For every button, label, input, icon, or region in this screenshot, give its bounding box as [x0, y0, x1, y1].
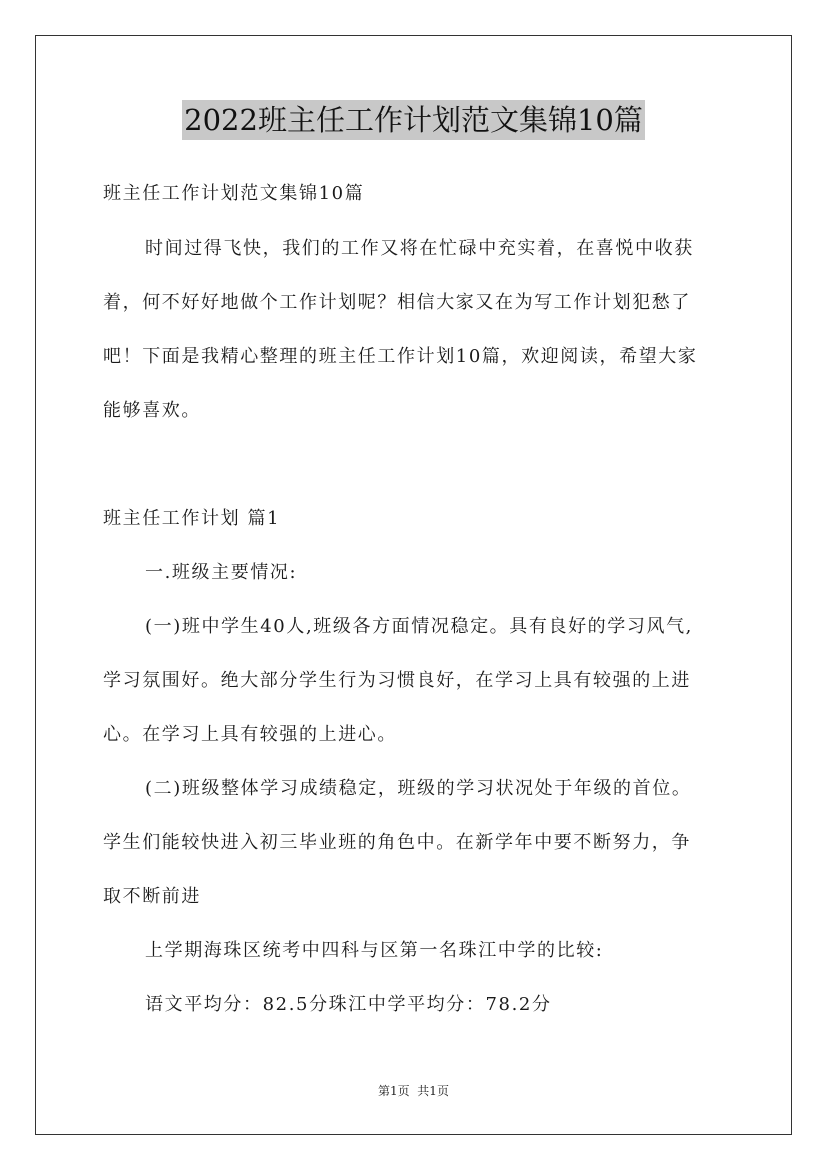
comparison-line: 上学期海珠区统考中四科与区第一名珠江中学的比较:	[145, 940, 604, 961]
para2-line-2: 学生们能较快进入初三毕业班的角色中。在新学年中要不断努力，争	[103, 832, 691, 853]
para1-line-3: 心。在学习上具有较强的上进心。	[103, 724, 397, 745]
section-heading: 班主任工作计划 篇1	[103, 508, 281, 529]
document-title: 2022班主任工作计划范文集锦10篇	[182, 100, 645, 140]
intro-line-4: 能够喜欢。	[103, 400, 201, 421]
para2-line-1: (二)班级整体学习成绩稳定，班级的学习状况处于年级的首位。	[145, 778, 692, 799]
chinese-score-line: 语文平均分：82.5分珠江中学平均分：78.2分	[145, 994, 552, 1015]
document-subtitle: 班主任工作计划范文集锦10篇	[103, 183, 365, 204]
item-heading: 一.班级主要情况:	[145, 562, 298, 583]
para1-line-1: (一)班中学生40人,班级各方面情况稳定。具有良好的学习风气,	[145, 616, 693, 637]
intro-line-3: 吧！下面是我精心整理的班主任工作计划10篇，欢迎阅读，希望大家	[103, 346, 698, 367]
title-container	[0, 100, 827, 140]
para2-line-3: 取不断前进	[103, 886, 201, 907]
para1-line-2: 学习氛围好。绝大部分学生行为习惯良好，在学习上具有较强的上进	[103, 670, 691, 691]
intro-line-2: 着，何不好好地做个工作计划呢？相信大家又在为写工作计划犯愁了	[103, 292, 691, 313]
intro-line-1: 时间过得飞快，我们的工作又将在忙碌中充实着，在喜悦中收获	[145, 238, 694, 259]
page-footer: 第1页 共1页	[378, 1084, 449, 1098]
